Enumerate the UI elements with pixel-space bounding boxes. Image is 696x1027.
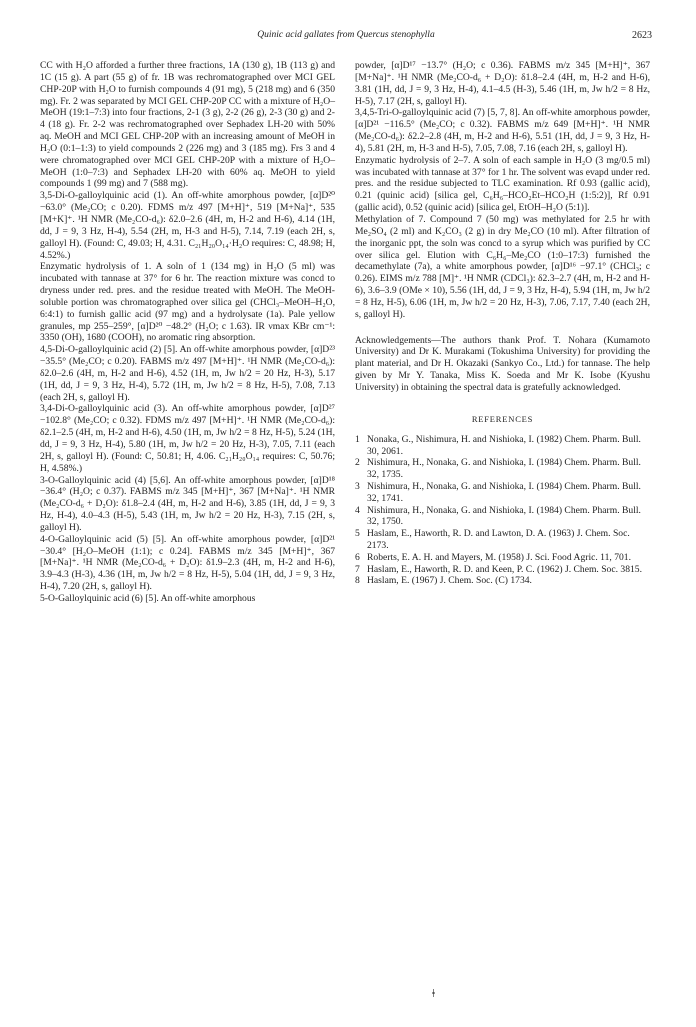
footer-mark: ǂ [432,986,435,1000]
paragraph-hydrolysis-2-7: Enzymatic hydrolysis of 2–7. A soln of each sample in H₂O (3 mg/0.5 ml) was incubated with tannase at 37° for 1 hr. The solvent was evapd under red. pres. and the residue subjected to TLC examination. Rf 0.93 (gallic acid), 0.21 (quinic acid) [silica gel, C₆H₆–HCO₂Et–HCO₂H (1:5:2)], Rf 0.91 (gallic acid), 0.52 (quinic acid) [silica gel, EtOH–H₂O (5:1)]. [355,154,650,214]
reference-text: Nishimura, H., Nonaka, G. and Nishioka, I. (1984) Chem. Pharm. Bull. 32, 1741. [367,480,641,504]
paragraph-compound-3: 3,4-Di-O-galloylquinic acid (3). An off-white amorphous powder, [α]D²⁷ −102.8° (Me₂CO; c 0.32). FDMS m/z 497 [M+H]⁺. ¹H NMR (Me₂CO-d₆): δ2.1–2.5 (4H, m, H-2 and H-6), 4.50 (1H, m, Jw h/2 = 8 Hz, H-5), 5.24 (1H, dd, J = 9, 3 Hz, H-4), 5.80 (1H, m, Jw h/2 = 20 Hz, H-3), 7.05, 7.11 (each 2H, s, galloyl H). (Found: C, 50.81; H, 4.06. C₂₁H₂₀O₁₄ requires: C, 50.76; H, 4.58%.) [40,403,335,474]
reference-number: 3 [355,480,360,492]
page-number: 2623 [632,30,652,41]
reference-number: 2 [355,457,360,469]
reference-number: 1 [355,433,360,445]
reference-text: Haslam, E., Haworth, R. D. and Keen, P. C. (1962) J. Chem. Soc. 3815. [367,563,642,575]
left-column [40,60,335,605]
right-column [355,60,650,587]
reference-text: Haslam, E., Haworth, R. D. and Lawton, D. A. (1963) J. Chem. Soc. 2173. [367,528,630,551]
paragraph-hydrolysis-1: Enzymatic hydrolysis of 1. A soln of 1 (134 mg) in H₂O (5 ml) was incubated with tannase at 37° for 6 hr. The reaction mixture was concd to dryness under red. pres. and the residue treated with MeOH. The MeOH-soluble portion was chromatographed over silica gel (CHCl₃–MeOH–H₂O, 6:4:1) to furnish gallic acid (97 mg) and a hydrolysate (1a). Pale yellow granules, mp 255–259°, [α]D²⁰ −48.2° (H₂O; c 1.63). IR νmax KBr cm⁻¹: 3350 (OH), 1680 (COOH), no aromatic ring absorption. [40,261,335,344]
paragraph-compound-7: 3,4,5-Tri-O-galloylquinic acid (7) [5, 7, 8]. An off-white amorphous powder, [α]D²¹ −116.5° (Me₂CO; c 0.32). FABMS m/z 649 [M+H]⁺. ¹H NMR (Me₂CO-d₆): δ2.2–2.8 (4H, m, H-2 and H-6), 5.51 (1H, dd, J = 9, 3 Hz, H-4), 5.81 (2H, m, H-3 and H-5), 7.05, 7.08, 7.16 (each 2H, s, galloyl H). [355,107,650,154]
reference-item [355,457,650,481]
reference-text: Nishimura, H., Nonaka, G. and Nishioka, I. (1984) Chem. Pharm. Bull. 32, 1735. [367,457,641,481]
running-header [40,30,652,44]
reference-number: 6 [355,551,360,563]
references-heading: REFERENCES [471,413,534,424]
paragraph-fractionation: CC with H₂O afforded a further three fractions, 1A (130 g), 1B (113 g) and 1C (15 g). A part (55 g) of fr. 1B was rechromatographed over MCI GEL CHP-20P with H₂O to furnish compounds 4 (91 mg), 5 (218 mg) and 6 (350 mg). Fr. 2 was separated by MCI GEL CHP-20P CC with a mixture of H₂O–MeOH (19:1–7:3) into four fractions, 2-1 (3 g), 2-2 (26 g), 2-3 (30 g) and 2-4 (18 g). Fr. 2-2 was rechromatographed over Sephadex LH-20 with 50% aq. MeOH and MCI GEL CHP-20P with an increasing amount of MeOH in H₂O (0:1–1:3) to yield compounds 2 (226 mg) and 3 (185 mg). Frs 3 and 4 were chromatographed over MCI GEL CHP-20P with a mixture of H₂O–MeOH (1:0–7:3) and Sephadex LH-20 with 60% aq. MeOH to yield compounds 1 (99 mg) and 7 (588 mg). [40,60,335,190]
reference-number: 5 [355,528,360,540]
paragraph-compound-2: 4,5-Di-O-galloylquinic acid (2) [5]. An off-white amorphous powder, [α]D²³ −35.5° (Me₂CO; c 0.20). FABMS m/z 497 [M+H]⁺. ¹H NMR (Me₂CO-d₆): δ2.0–2.6 (4H, m, H-2 and H-6), 4.52 (1H, m, Jw h/2 = 20 Hz, H-3), 5.17 (1H, dd, J = 9, 3 Hz, H-4), 5.72 (1H, m, Jw h/2 = 8 Hz, H-5), 7.08, 7.13 (each 2H, s, galloyl H). [40,344,335,403]
paragraph-compound-6-cont: powder, [α]D¹⁷ −13.7° (H₂O; c 0.36). FABMS m/z 345 [M+H]⁺, 367 [M+Na]⁺. ¹H NMR (Me₂CO-d₆ + D₂O): δ1.8–2.4 (4H, m, H-2 and H-6), 3.81 (1H, dd, J = 9, 3 Hz, H-4), 4.1–4.5 (H-3), 5.46 (1H, m, Jw h/2 = 8 Hz, H-5), 7.17 (2H, s, galloyl H). [355,60,650,107]
reference-item [355,505,650,529]
references-list [355,434,650,587]
reference-text: Roberts, E. A. H. and Mayers, M. (1958) J. Sci. Food Agric. 11, 701. [367,551,631,563]
section-gap [355,321,650,335]
paragraph-compound-6-start: 5-O-Galloylquinic acid (6) [5]. An off-white amorphous [40,592,256,604]
reference-item [355,564,650,576]
paragraph-methylation: Methylation of 7. Compound 7 (50 mg) was methylated for 2.5 hr with Me₂SO₄ (2 ml) and K₂CO₃ (2 g) in dry Me₂CO (10 ml). After filtration of the inorganic ppt, the soln was concd to a syrup which was purified by CC over silica gel. Elution with C₆H₆–Me₂CO (1:0–17:3) furnished the decamethylate (7a), a white amorphous powder, [α]D¹⁶ −97.1° (CHCl₃; c 0.26). EIMS m/z 788 [M]⁺. ¹H NMR (CDCl₃): δ2.3–2.7 (4H, m, H-2 and H-6), 3.6–3.9 (OMe × 10), 5.56 (1H, dd, J = 9, 3 Hz, H-4), 5.94 (1H, m, Jw h/2 = 8 Hz, H-5), 6.06 (1H, m, Jw h/2 = 20 Hz, H-3), 7.06, 7.17, 7.40 (each 2H, s, galloyl H). [355,213,650,320]
reference-number: 7 [355,563,360,575]
reference-item [355,481,650,505]
reference-text: Haslam, E. (1967) J. Chem. Soc. (C) 1734. [367,575,532,587]
reference-item [355,528,650,552]
reference-text: Nonaka, G., Nishimura, H. and Nishioka, I. (1982) Chem. Pharm. Bull. 30, 2061. [367,433,641,457]
reference-number: 4 [355,504,360,516]
running-title: Quinic acid gallates from Quercus stenophylla [257,30,435,40]
paragraph-compound-5: 4-O-Galloylquinic acid (5) [5]. An off-white amorphous powder, [α]D²¹ −30.4° [H₂O–MeOH (1:1); c 0.24]. FABMS m/z 345 [M+H]⁺, 367 [M+Na]⁺. ¹H NMR (Me₂CO-d₆ + D₂O): δ1.9–2.3 (4H, m, H-2 and H-6), 3.9–4.3 (H-3), 4.36 (1H, m, Jw h/2 = 8 Hz, H-5), 5.04 (1H, dd, J = 9, 3 Hz, H-4), 7.20 (2H, s, galloyl H). [40,533,335,593]
paragraph-compound-4: 3-O-Galloylquinic acid (4) [5,6]. An off-white amorphous powder, [α]D¹⁸ −36.4° (H₂O; c 0.37). FABMS m/z 345 [M+H]⁺, 367 [M+Na]⁺. ¹H NMR (Me₂CO-d₆ + D₂O): δ1.8–2.4 (4H, m, H-2 and H-6), 3.85 (1H, dd, J = 9, 3 Hz, H-4), 4.0–4.3 (H-5), 5.43 (1H, m, Jw h/2 = 20 Hz, H-3), 7.15 (2H, s, galloyl H). [40,474,335,533]
reference-text: Nishimura, H., Nonaka, G. and Nishioka, I. (1984) Chem. Pharm. Bull. 32, 1750. [367,504,641,528]
reference-item [355,552,650,564]
reference-number: 8 [355,575,360,587]
acknowledgements: Acknowledgements—The authors thank Prof. T. Nohara (Kumamoto University) and Dr K. Murakami (Tokushima University) for providing the plant material, and Dr H. Okazaki (Sankyo Co., Ltd.) for tannase. The help given by Mr Y. Tanaka, Miss K. Soeda and Mr K. Isobe (Kyushu University) in obtaining the spectral data is gratefully acknowledged. [355,334,650,393]
paragraph-compound-1: 3,5-Di-O-galloylquinic acid (1). An off-white amorphous powder, [α]D²⁰ −63.0° (Me₂CO; c 0.20). FDMS m/z 497 [M+H]⁺, 519 [M+Na]⁺, 535 [M+K]⁺. ¹H NMR (Me₂CO-d₆): δ2.0–2.6 (4H, m, H-2 and H-6), 4.14 (1H, dd, J = 9, 3 Hz, H-4), 5.54 (2H, m, H-3 and H-5), 7.14, 7.19 (each 2H, s, galloyl H). (Found: C, 49.03; H, 4.31. C₂₁H₂₀O₁₄·H₂O requires: C, 48.98; H, 4.52%.) [40,190,335,261]
reference-item [355,434,650,458]
reference-item [355,575,650,587]
